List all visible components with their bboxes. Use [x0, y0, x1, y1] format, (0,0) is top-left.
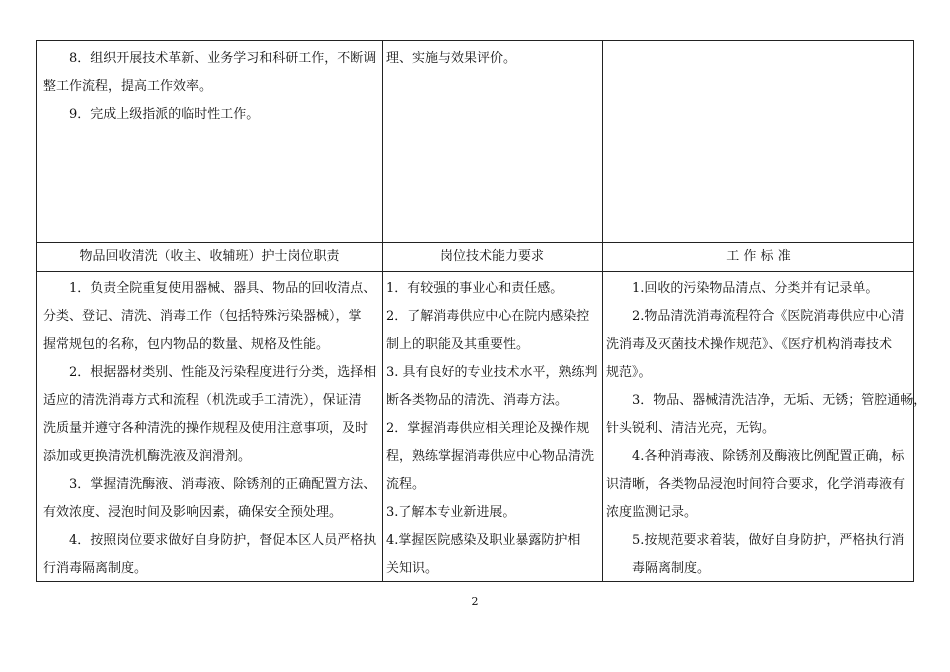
text-line: 1．负责全院重复使用器械、器具、物品的回收清点、: [69, 281, 377, 296]
row-divider: [37, 242, 913, 243]
column-divider: [382, 41, 383, 581]
text-line: 3．物品、器械清洗洁净，无垢、无锈；管腔通畅，: [632, 393, 927, 408]
text-line: 针头锐利、清洁光亮，无钩。: [606, 421, 776, 436]
text-line: 程，熟练掌握消毒供应中心物品清洗: [386, 449, 595, 464]
text-line: 流程。: [386, 477, 426, 492]
text-line: 制上的职能及其重要性。: [386, 337, 530, 352]
text-line: 毒隔离制度。: [632, 561, 711, 576]
text-line: 3．掌握清洗酶液、消毒液、除锈剂的正确配置方法、: [69, 477, 377, 492]
text-line: 分类、登记、清洗、消毒工作（包括特殊污染器械），掌: [43, 309, 362, 324]
text-line: 4.掌握医院感染及职业暴露防护相: [386, 533, 581, 548]
text-line: 规范》。: [606, 365, 652, 380]
text-line: 3. 具有良好的专业技术水平，熟练判: [386, 365, 598, 380]
text-line: 2．掌握消毒供应相关理论及操作规: [386, 421, 590, 436]
text-line: 4.各种消毒液、除锈剂及酶液比例配置正确，标: [632, 449, 905, 464]
text-line: 握常规包的名称，包内物品的数量、规格及性能。: [43, 337, 330, 352]
text-line: 2．了解消毒供应中心在院内感染控: [386, 309, 590, 324]
page-number: 2: [471, 595, 479, 608]
text-line: 断各类物品的清洗、消毒方法。: [386, 393, 569, 408]
text-line: 有效浓度、浸泡时间及影响因素，确保安全预处理。: [43, 505, 343, 520]
text-line: 整工作流程，提高工作效率。: [43, 79, 213, 94]
header-duties: 物品回收清洗（收主、收辅班）护士岗位职责: [79, 249, 340, 264]
text-line: 适应的清洗消毒方式和流程（机洗或手工清洗），保证清: [43, 393, 362, 408]
text-line: 关知识。: [386, 561, 439, 576]
text-line: 浓度监测记录。: [606, 505, 698, 520]
header-skills: 岗位技术能力要求: [439, 249, 544, 264]
text-line: 8．组织开展技术革新、业务学习和科研工作，不断调: [69, 51, 377, 66]
duties-column: [43, 275, 376, 583]
text-line: 2．根据器材类别、性能及污染程度进行分类，选择相: [69, 365, 377, 380]
text-line: 5.按规范要求着装，做好自身防护，严格执行消: [632, 533, 905, 548]
text-line: 1．有较强的事业心和责任感。: [386, 281, 564, 296]
text-line: 识清晰，各类物品浸泡时间符合要求，化学消毒液有: [606, 477, 906, 492]
text-line: 理、实施与效果评价。: [386, 51, 517, 66]
text-line: 1.回收的污染物品清点、分类并有记录单。: [632, 281, 879, 296]
column-divider: [602, 41, 603, 581]
text-line: 洗消毒及灭菌技术操作规范》、《医疗机构消毒技术: [606, 337, 893, 352]
text-line: 4．按照岗位要求做好自身防护，督促本区人员严格执: [69, 533, 377, 548]
text-line: 添加或更换清洗机酶洗液及润滑剂。: [43, 449, 252, 464]
text-line: 行消毒隔离制度。: [43, 561, 148, 576]
top-row-col2: [386, 45, 516, 73]
top-row-col1: [43, 45, 376, 129]
text-line: 3.了解本专业新进展。: [386, 505, 516, 520]
text-line: 2.物品清洗消毒流程符合《医院消毒供应中心清: [632, 309, 905, 324]
skills-column: [386, 275, 598, 583]
row-divider: [37, 271, 913, 272]
standards-column: [606, 275, 926, 583]
text-line: 洗质量并遵守各种清洗的操作规程及使用注意事项，及时: [43, 421, 369, 436]
header-standards: 工 作 标 准: [726, 249, 791, 264]
text-line: 9．完成上级指派的临时性工作。: [69, 107, 260, 122]
responsibility-table: [36, 40, 927, 582]
